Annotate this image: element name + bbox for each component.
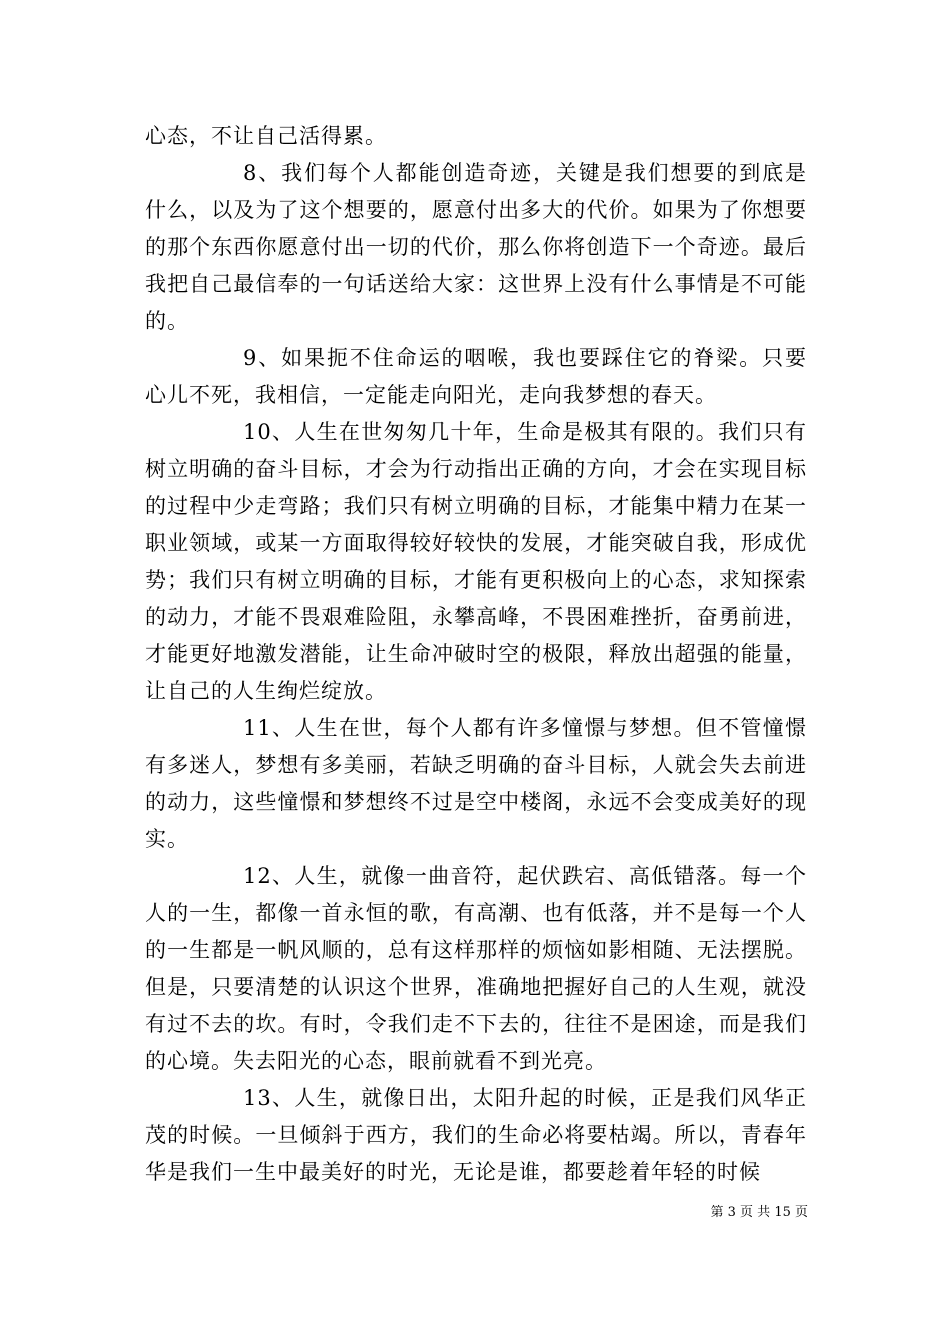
paragraph-12: 12、人生，就像一曲音符，起伏跌宕、高低错落。每一个人的一生，都像一首永恒的歌，有高潮、也有低落，并不是每一个人的一生都是一帆风顺的，总有这样那样的烦恼如影相随、无法摆脱。但是，只要清楚的认识这个世界，准确地把握好自己的人生观，就没有过不去的坎。有时，令我们走不下去的，往往不是困途，而是我们的心境。失去阳光的心态，眼前就看不到光亮。 xyxy=(145,864,807,1073)
paragraph-8: 8、我们每个人都能创造奇迹，关键是我们想要的到底是什么，以及为了这个想要的，愿意付出多大的代价。如果为了你想要的那个东西你愿意付出一切的代价，那么你将创造下一个奇迹。最后我把自己最信奉的一句话送给大家：这世界上没有什么事情是不可能的。 xyxy=(145,161,807,333)
document-body xyxy=(145,118,807,1191)
paragraph-continuation: 心态，不让自己活得累。 xyxy=(145,124,387,148)
paragraph-11: 11、人生在世，每个人都有许多憧憬与梦想。但不管憧憬有多迷人，梦想有多美丽，若缺乏明确的奋斗目标，人就会失去前进的动力，这些憧憬和梦想终不过是空中楼阁，永远不会变成美好的现实。 xyxy=(145,716,807,851)
paragraph-10: 10、人生在世匆匆几十年，生命是极其有限的。我们只有树立明确的奋斗目标，才会为行动指出正确的方向，才会在实现目标的过程中少走弯路；我们只有树立明确的目标，才能集中精力在某一职业领域，或某一方面取得较好较快的发展，才能突破自我，形成优势；我们只有树立明确的目标，才能有更积极向上的心态，求知探索的动力，才能不畏艰难险阻，永攀高峰，不畏困难挫折，奋勇前进，才能更好地激发潜能，让生命冲破时空的极限，释放出超强的能量，让自己的人生绚烂绽放。 xyxy=(145,420,807,703)
paragraph-13: 13、人生，就像日出，太阳升起的时候，正是我们风华正茂的时候。一旦倾斜于西方，我们的生命必将要枯竭。所以，青春年华是我们一生中最美好的时光，无论是谁，都要趁着年轻的时候 xyxy=(145,1086,807,1184)
page-number-footer: 第 3 页 共 15 页 xyxy=(710,1205,808,1220)
paragraph-9: 9、如果扼不住命运的咽喉，我也要踩住它的脊梁。只要心儿不死，我相信，一定能走向阳光，走向我梦想的春天。 xyxy=(145,346,807,407)
